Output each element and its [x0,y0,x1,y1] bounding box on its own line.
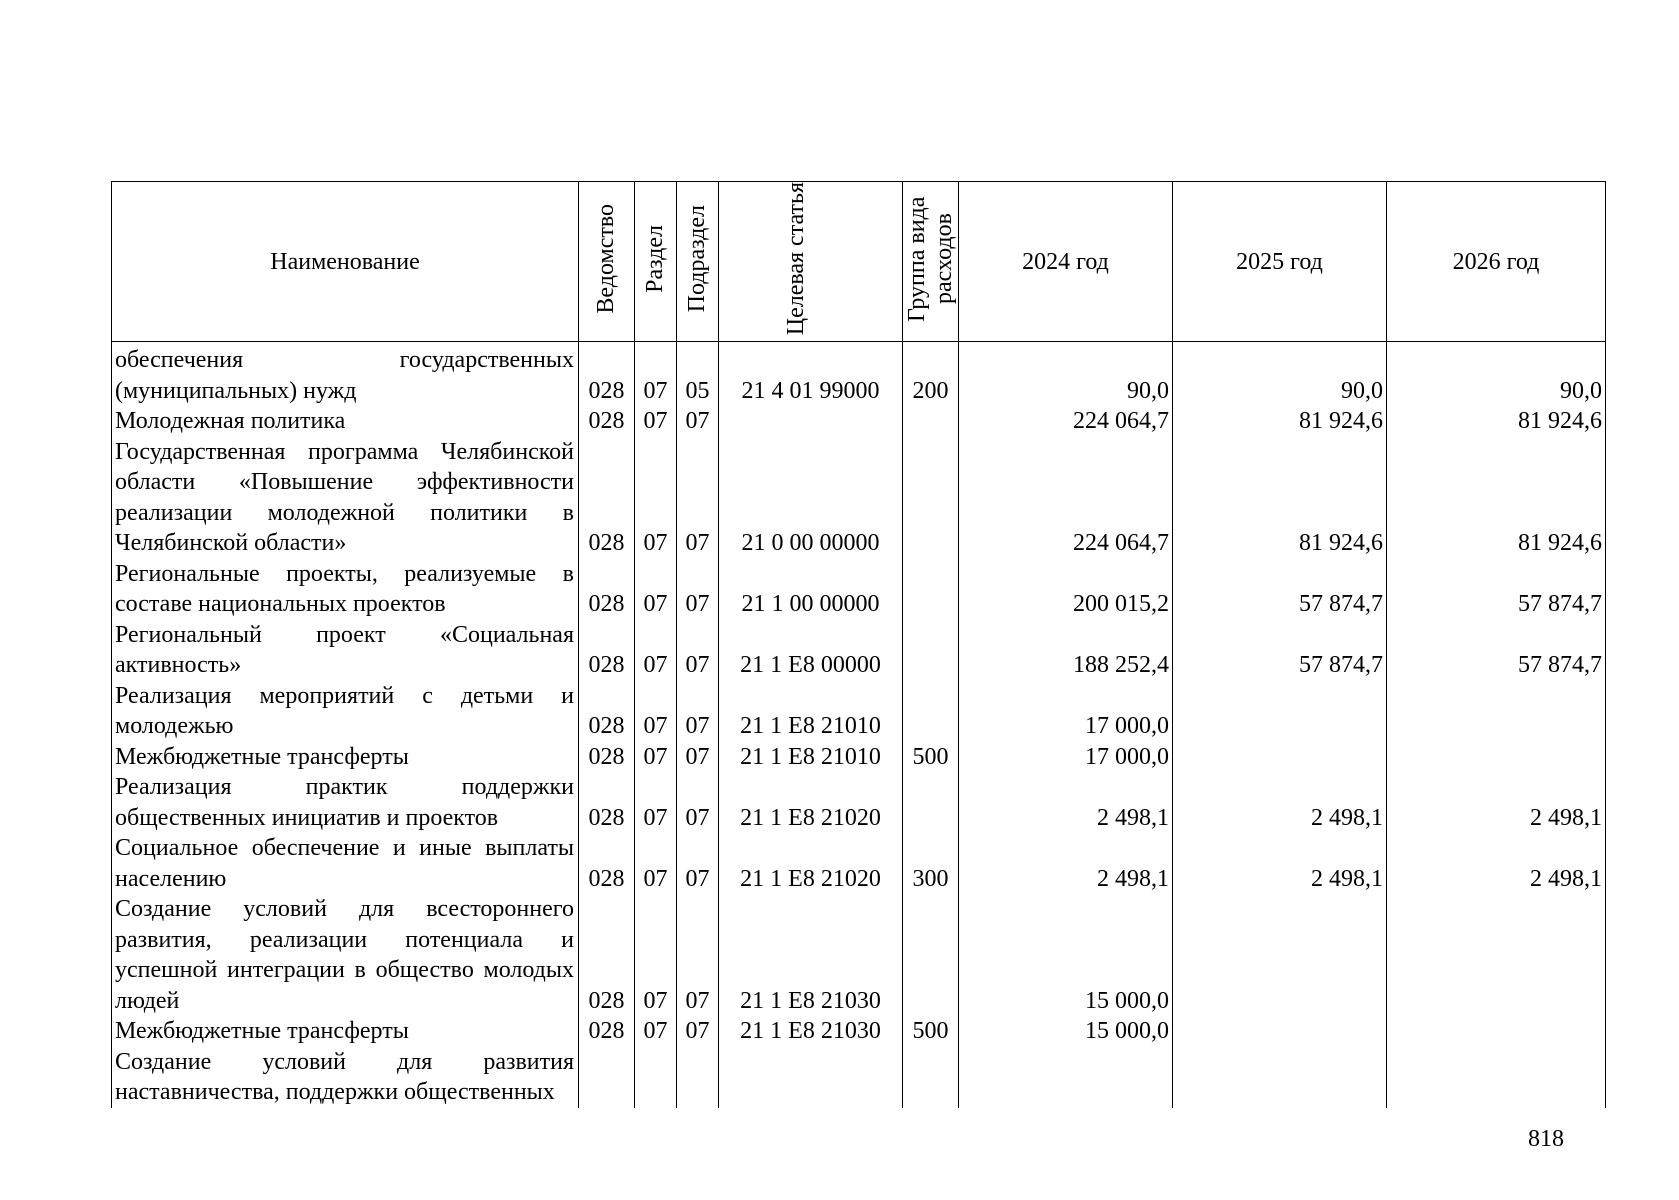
cell-2026 [1387,894,1606,1016]
cell-vedomstvo: 028 [579,833,635,894]
cell-2025: 2 498,1 [1173,772,1387,833]
cell-razdel: 07 [635,559,677,620]
header-razdel: Раздел [635,182,677,342]
cell-group [903,894,959,1016]
cell-vedomstvo: 028 [579,742,635,773]
cell-2026: 81 924,6 [1387,437,1606,559]
cell-2024: 188 252,4 [959,620,1173,681]
cell-2025: 57 874,7 [1173,620,1387,681]
cell-name: Региональный проект «Социальная активность» [112,620,579,681]
cell-2025 [1173,1047,1387,1108]
cell-vedomstvo: 028 [579,559,635,620]
header-2026: 2026 год [1387,182,1606,342]
cell-razdel [635,1047,677,1108]
cell-podrazdel [677,1047,719,1108]
cell-name: обеспечения государственных (муниципальных) нужд [112,342,579,407]
cell-target: 21 0 00 00000 [719,437,903,559]
table-row [112,742,1606,773]
table-row [112,1047,1606,1108]
budget-table [111,181,1606,1108]
cell-target: 21 1 E8 21020 [719,772,903,833]
cell-podrazdel: 07 [677,833,719,894]
cell-name: Молодежная политика [112,406,579,437]
cell-2024: 90,0 [959,342,1173,407]
cell-2025 [1173,681,1387,742]
cell-2026 [1387,1047,1606,1108]
cell-target: 21 1 E8 21030 [719,894,903,1016]
cell-vedomstvo: 028 [579,681,635,742]
cell-vedomstvo: 028 [579,894,635,1016]
cell-vedomstvo: 028 [579,437,635,559]
cell-podrazdel: 07 [677,1016,719,1047]
cell-razdel: 07 [635,772,677,833]
cell-2025 [1173,1016,1387,1047]
table-row [112,342,1606,407]
cell-vedomstvo: 028 [579,620,635,681]
cell-group [903,772,959,833]
table-row [112,772,1606,833]
cell-group: 200 [903,342,959,407]
cell-podrazdel: 07 [677,559,719,620]
table-row [112,620,1606,681]
header-name: Наименование [112,182,579,342]
cell-2025: 81 924,6 [1173,406,1387,437]
cell-2024: 224 064,7 [959,437,1173,559]
cell-razdel: 07 [635,437,677,559]
cell-name: Реализация практик поддержки общественных инициатив и проектов [112,772,579,833]
cell-2024: 224 064,7 [959,406,1173,437]
cell-2024: 200 015,2 [959,559,1173,620]
cell-2024: 2 498,1 [959,833,1173,894]
cell-razdel: 07 [635,681,677,742]
cell-target: 21 1 E8 21020 [719,833,903,894]
cell-vedomstvo: 028 [579,772,635,833]
cell-2026: 57 874,7 [1387,559,1606,620]
cell-target: 21 4 01 99000 [719,342,903,407]
cell-group: 300 [903,833,959,894]
cell-group [903,681,959,742]
table-row [112,559,1606,620]
cell-podrazdel: 07 [677,406,719,437]
header-vedomstvo: Ведомство [579,182,635,342]
table-row [112,1016,1606,1047]
cell-razdel: 07 [635,894,677,1016]
cell-target [719,1047,903,1108]
cell-podrazdel: 07 [677,772,719,833]
page-number: 818 [1528,1126,1564,1152]
cell-razdel: 07 [635,406,677,437]
cell-name: Государственная программа Челябинской области «Повышение эффективности реализации молодежной политики в Челябинской области» [112,437,579,559]
cell-razdel: 07 [635,833,677,894]
cell-razdel: 07 [635,1016,677,1047]
cell-group [903,620,959,681]
cell-group: 500 [903,742,959,773]
header-podrazdel: Подраздел [677,182,719,342]
table-row [112,894,1606,1016]
cell-2026: 90,0 [1387,342,1606,407]
cell-vedomstvo: 028 [579,342,635,407]
cell-name: Региональные проекты, реализуемые в составе национальных проектов [112,559,579,620]
cell-vedomstvo [579,1047,635,1108]
cell-2025 [1173,894,1387,1016]
cell-2026: 57 874,7 [1387,620,1606,681]
cell-group [903,1047,959,1108]
cell-podrazdel: 07 [677,681,719,742]
header-row [112,182,1606,342]
header-group: Группа вида расходов [903,182,959,342]
cell-vedomstvo: 028 [579,1016,635,1047]
cell-2025 [1173,742,1387,773]
cell-2026: 2 498,1 [1387,833,1606,894]
cell-razdel: 07 [635,620,677,681]
cell-2024: 15 000,0 [959,894,1173,1016]
cell-name: Создание условий для развития наставничества, поддержки общественных [112,1047,579,1108]
cell-name: Реализация мероприятий с детьми и молодежью [112,681,579,742]
cell-2026 [1387,1016,1606,1047]
header-target: Целевая статья [719,182,903,342]
cell-group [903,559,959,620]
cell-group [903,406,959,437]
cell-2025: 57 874,7 [1173,559,1387,620]
cell-target: 21 1 E8 00000 [719,620,903,681]
cell-group: 500 [903,1016,959,1047]
cell-name: Межбюджетные трансферты [112,1016,579,1047]
cell-razdel: 07 [635,342,677,407]
cell-2024: 2 498,1 [959,772,1173,833]
cell-name: Социальное обеспечение и иные выплаты населению [112,833,579,894]
cell-target: 21 1 E8 21010 [719,742,903,773]
cell-target: 21 1 E8 21030 [719,1016,903,1047]
cell-2024: 15 000,0 [959,1016,1173,1047]
header-2025: 2025 год [1173,182,1387,342]
cell-2025: 2 498,1 [1173,833,1387,894]
cell-target [719,406,903,437]
cell-vedomstvo: 028 [579,406,635,437]
cell-2025: 90,0 [1173,342,1387,407]
table-row [112,437,1606,559]
cell-2026 [1387,742,1606,773]
cell-2024 [959,1047,1173,1108]
cell-podrazdel: 07 [677,894,719,1016]
cell-target: 21 1 00 00000 [719,559,903,620]
cell-2024: 17 000,0 [959,681,1173,742]
table-body [112,342,1606,1108]
cell-name: Межбюджетные трансферты [112,742,579,773]
cell-podrazdel: 07 [677,620,719,681]
cell-2025: 81 924,6 [1173,437,1387,559]
cell-podrazdel: 05 [677,342,719,407]
cell-name: Создание условий для всестороннего развития, реализации потенциала и успешной интеграции в общество молодых людей [112,894,579,1016]
cell-2026: 81 924,6 [1387,406,1606,437]
header-2024: 2024 год [959,182,1173,342]
cell-2024: 17 000,0 [959,742,1173,773]
cell-group [903,437,959,559]
cell-2026 [1387,681,1606,742]
cell-razdel: 07 [635,742,677,773]
table-row [112,681,1606,742]
table-row [112,406,1606,437]
cell-podrazdel: 07 [677,437,719,559]
cell-2026: 2 498,1 [1387,772,1606,833]
cell-target: 21 1 E8 21010 [719,681,903,742]
cell-podrazdel: 07 [677,742,719,773]
table-row [112,833,1606,894]
